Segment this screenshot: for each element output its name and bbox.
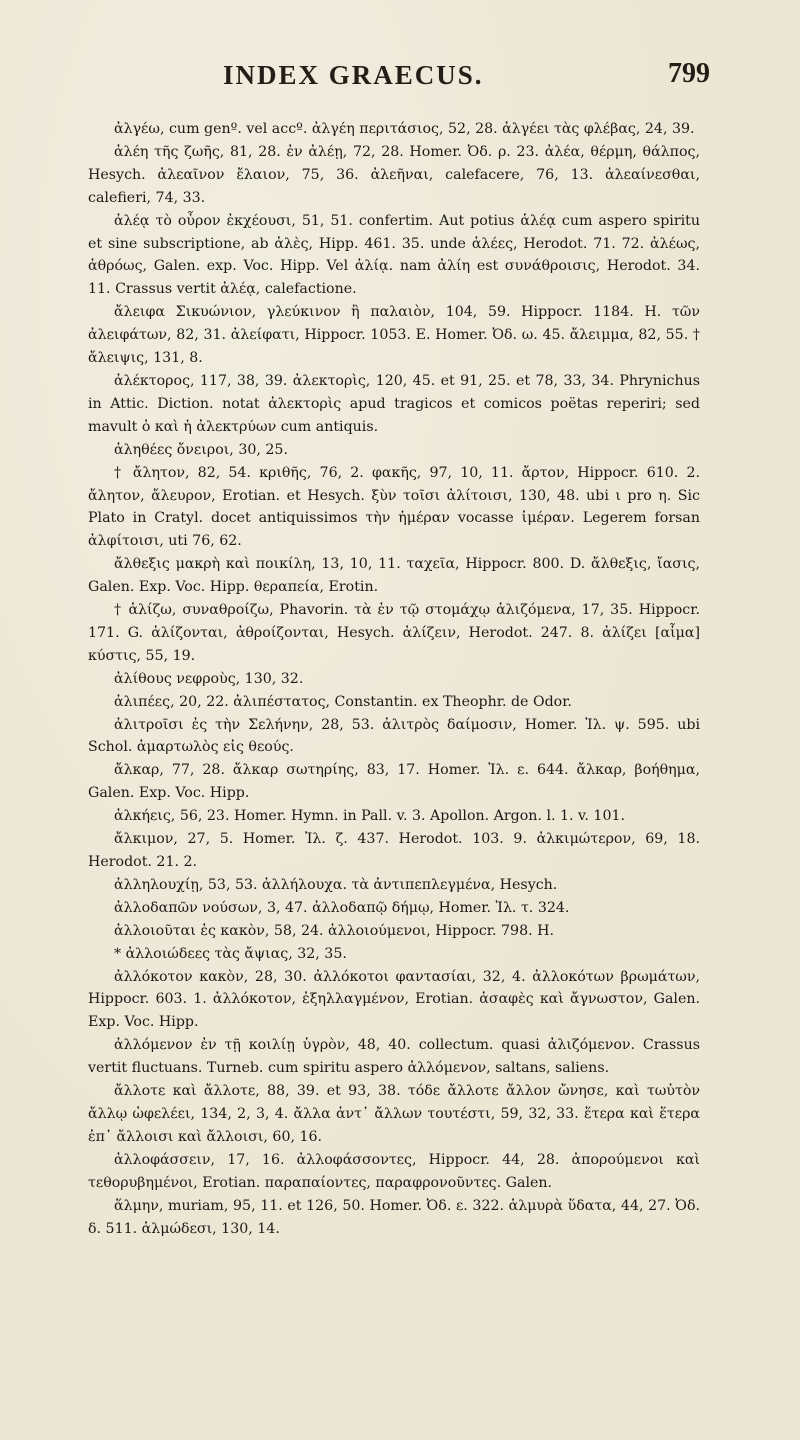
index-entry: ἅλμην, muriam, 95, 11. et 126, 50. Homer. Ὀδ. ε. 322. ἁλμυρὰ ὕδατα, 44, 27. Ὀδ. δ. 511. ἁλμώδεσι, 130, 14. [88,1197,700,1237]
index-entry: * ἀλλοιώδεες τὰς ἄψιας, 32, 35. [114,945,347,962]
index-entry: ἀλγέω, cum genº. vel accº. ἀλγέη περιτάσιος, 52, 28. ἀλγέει τὰς φλέβας, 24, 39. [114,121,695,137]
index-entry: ἀλέκτορος, 117, 38, 39. ἀλεκτορὶς, 120, 45. et 91, 25. et 78, 33, 34. Phrynichus in Attic. Diction. notat ἀλεκτορὶς apud tragicos et comicos poëtas reperiri; sed mavult ὁ καὶ ἡ ἀλεκτρύων cum antiquis. [88,372,700,435]
index-entry: ἀλλόκοτον κακὸν, 28, 30. ἀλλόκοτοι φαντασίαι, 32, 4. ἀλλοκότων βρωμάτων, Hippocr. 603. 1. ἀλλόκοτον, ἐξηλλαγμένον, Erotian. ἀσαφὲς καὶ ἄγνωστον, Galen. Exp. Voc. Hipp. [88,968,700,1031]
index-entry: ἄλκαρ, 77, 28. ἄλκαρ σωτηρίης, 83, 17. Homer. Ἰλ. ε. 644. ἄλκαρ, βοήθημα, Galen. Exp. Voc. Hipp. [88,762,700,802]
index-entry: ἀλλόμενον ἐν τῇ κοιλίῃ ὑγρὸν, 48, 40. collectum. quasi ἀλιζόμενον. Crassus vertit fluctuans. Turneb. cum spiritu aspero ἁλλόμενον, saltans, saliens. [88,1037,700,1077]
index-entries [88,118,700,1240]
index-entry: ἀλκήεις, 56, 23. Homer. Hymn. in Pall. v. 3. Apollon. Argon. l. 1. v. 101. [114,808,626,825]
page-number: 799 [668,58,710,89]
index-entry: ἀληθέες ὄνειροι, 30, 25. [114,441,288,458]
index-entry: ἀλίθους νεφροὺς, 130, 32. [114,670,304,687]
index-entry: ἄλλοτε καὶ ἄλλοτε, 88, 39. et 93, 38. τόδε ἄλλοτε ἄλλον ὤνησε, καὶ τωὐτὸν ἄλλῳ ὠφελέει, 134, 2, 3, 4. ἄλλα ἀντ᾽ ἄλλων τουτέστι, 59, 32, 33. ἕτερα καὶ ἕτερα ἐπ᾽ ἄλλοισι καὶ ἄλλοισι, 60, 16. [88,1083,700,1145]
index-entry: ἄλθεξις μακρὴ καὶ ποικίλη, 13, 10, 11. ταχεῖα, Hippocr. 800. D. ἄλθεξις, ἴασις, Galen. Exp. Voc. Hipp. θεραπεία, Erotin. [88,556,700,596]
index-entry: ἀλλοφάσσειν, 17, 16. ἀλλοφάσσοντες, Hippocr. 44, 28. ἀπορούμενοι καὶ τεθορυβημένοι, Erotian. παραπαίοντες, παραφρονοῦντες. Galen. [88,1151,700,1191]
running-header [88,56,710,100]
index-entry: ἀλλοδαπῶν νούσων, 3, 47. ἀλλοδαπῷ δήμῳ, Homer. Ἰλ. τ. 324. [114,899,570,916]
index-title: INDEX GRAECUS. [223,60,484,90]
index-entry: † ἄλητον, 82, 54. κριθῆς, 76, 2. φακῆς, 97, 10, 11. ἄρτον, Hippocr. 610. 2. ἄλητον, ἄλευρον, Erotian. et Hesych. ξὺν τοῖσι ἀλίτοισι, 130, 48. ubi ι pro η. Sic Plato in Cratyl. docet antiquissimos τὴν ἡμέραν vocasse ἱμέραν. Legerem forsan ἀλφίτοισι, uti 76, 62. [88,464,700,550]
index-entry: ἀλληλουχίῃ, 53, 53. ἀλλήλουχα. τὰ ἀντιπεπλεγμένα, Hesych. [114,876,558,893]
index-entry: ἀλλοιοῦται ἐς κακὸν, 58, 24. ἀλλοιούμενοι, Hippocr. 798. H. [114,922,554,939]
index-entry: ἄλκιμον, 27, 5. Homer. Ἰλ. ζ. 437. Herodot. 103. 9. ἀλκιμώτερον, 69, 18. Herodot. 21. 2. [88,831,700,870]
index-entry: ἄλειφα Σικυώνιον, γλεύκινον ἢ παλαιὸν, 104, 59. Hippocr. 1184. H. τῶν ἀλειφάτων, 82, 31. ἀλείφατι, Hippocr. 1053. E. Homer. Ὀδ. ω. 45. ἄλειμμα, 82, 55. † ἄλειψις, 131, 8. [88,304,700,367]
index-entry: † ἁλίζω, συναθροίζω, Phavorin. τὰ ἐν τῷ στομάχῳ ἁλιζόμενα, 17, 35. Hippocr. 171. G. ἁλίζονται, ἀθροίζονται, Hesych. ἀλίζειν, Herodot. 247. 8. ἀλίζει [αἷμα] κύστις, 55, 19. [88,602,700,664]
index-entry: ἀλιπέες, 20, 22. ἀλιπέστατος, Constantin. ex Theophr. de Odor. [114,693,572,710]
index-entry: ἀλέᾳ τὸ οὖρον ἐκχέουσι, 51, 51. confertim. Aut potius ἁλέᾳ cum aspero spiritu et sine subscriptione, ab ἁλὲς, Hipp. 461. 35. unde ἁλέες, Herodot. 71. 72. ἀλέως, ἀθρόως, Galen. exp. Voc. Hipp. Vel ἀλίᾳ. nam ἀλίη est συνάθροισις, Herodot. 34. 11. Crassus vertit ἀλέᾳ, calefactione. [88,212,700,298]
index-entry: ἀλιτροῖσι ἐς τὴν Σελήνην, 28, 53. ἀλιτρὸς δαίμοσιν, Homer. Ἰλ. ψ. 595. ubi Schol. ἁμαρτωλὸς εἰς θεούς. [88,716,700,756]
index-entry: ἀλέη τῆς ζωῆς, 81, 28. ἐν ἀλέῃ, 72, 28. Homer. Ὀδ. ρ. 23. ἀλέα, θέρμη, θάλπος, Hesych. ἀλεαῖνον ἔλαιον, 75, 36. ἀλεῆναι, calefacere, 76, 13. ἀλεαίνεσθαι, calefieri, 74, 33. [88,143,700,206]
